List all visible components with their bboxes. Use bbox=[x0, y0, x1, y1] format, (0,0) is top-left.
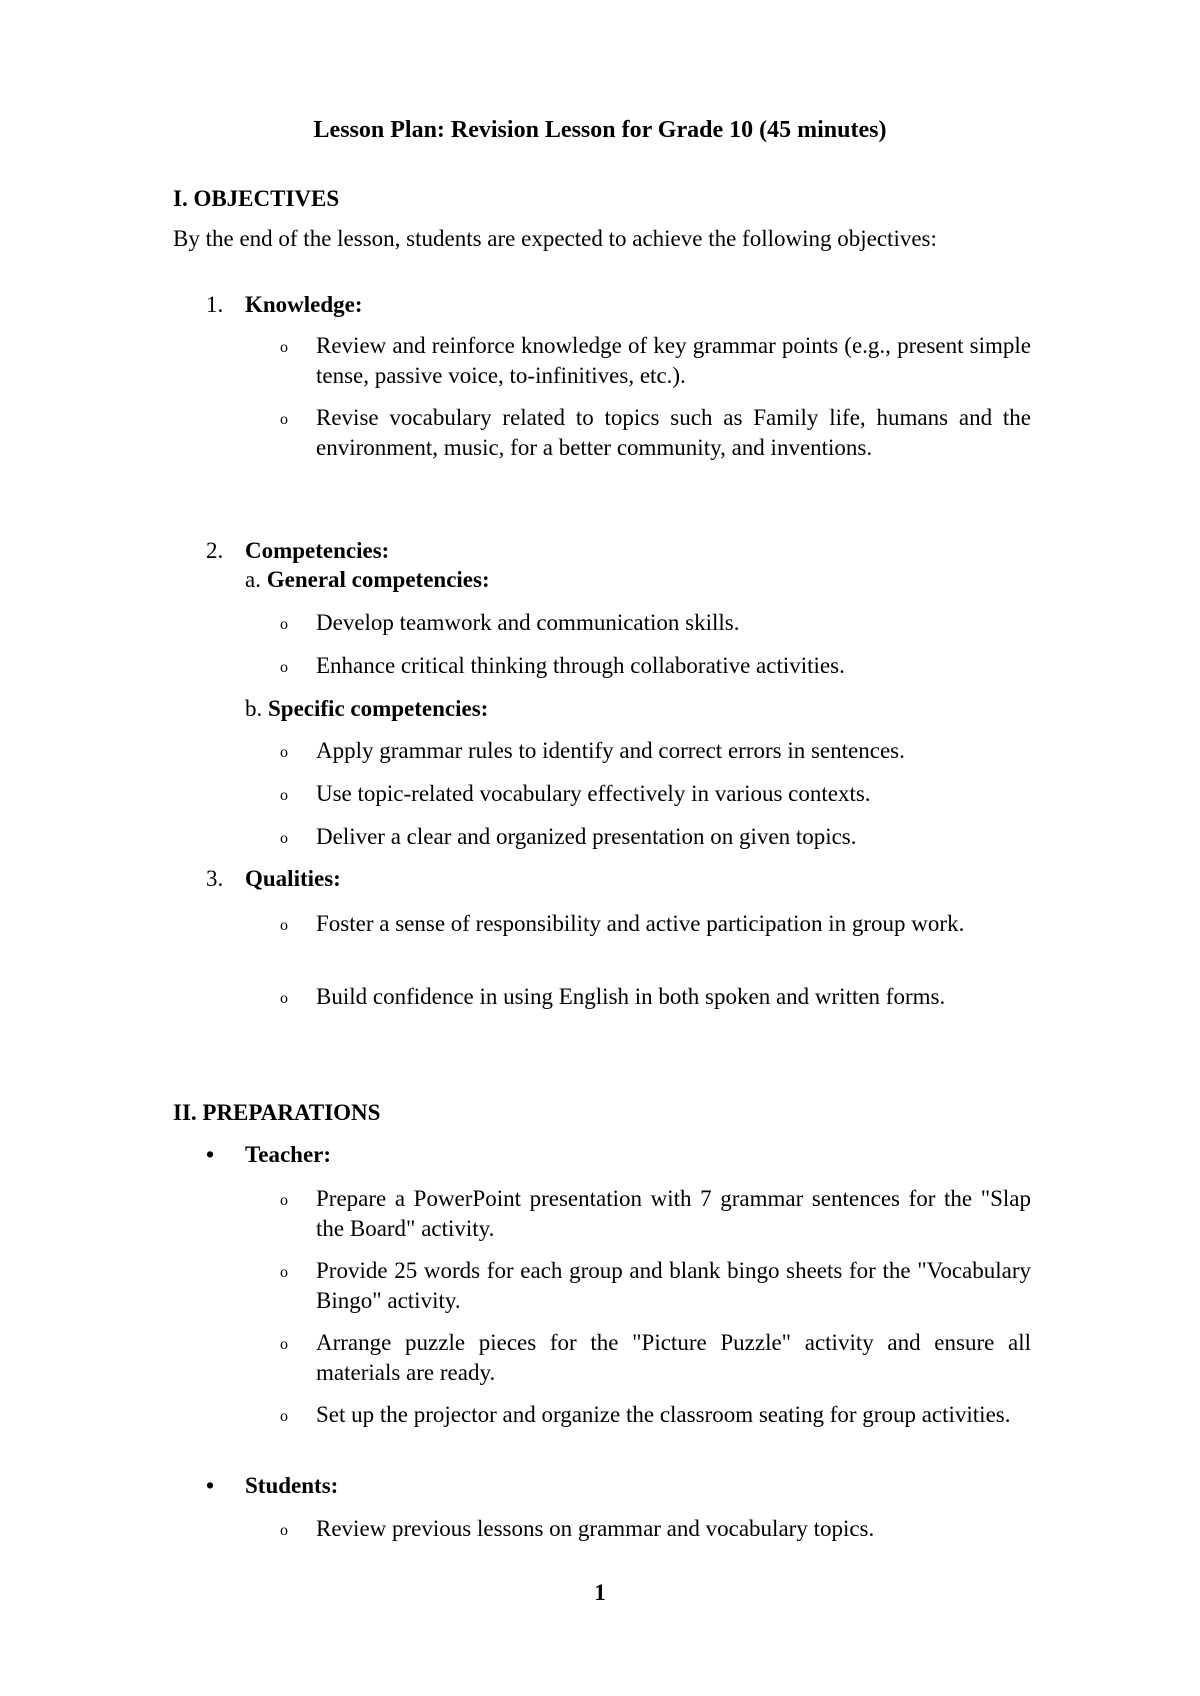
circle-bullet-icon: o bbox=[280, 917, 288, 934]
specific-competencies-label: Specific competencies: bbox=[268, 696, 489, 721]
competencies-label: Competencies: bbox=[245, 538, 390, 563]
competencies-number: 2. bbox=[206, 538, 224, 563]
knowledge-item-text: Revise vocabulary related to topics such as Family life, humans and the environment, music, for a better community, and inventions. bbox=[316, 405, 1031, 460]
knowledge-item-text: Review and reinforce knowledge of key grammar points (e.g., present simple tense, passive voice, to-infinitives, etc.). bbox=[316, 333, 1031, 388]
knowledge-number: 1. bbox=[206, 292, 224, 317]
knowledge-label: Knowledge: bbox=[245, 292, 363, 317]
circle-bullet-icon: o bbox=[280, 990, 288, 1007]
circle-bullet-icon: o bbox=[280, 1192, 288, 1209]
circle-bullet-icon: o bbox=[280, 616, 288, 633]
circle-bullet-icon: o bbox=[280, 659, 288, 676]
disc-bullet-icon: • bbox=[206, 1473, 215, 1498]
circle-bullet-icon: o bbox=[280, 1408, 288, 1425]
circle-bullet-icon: o bbox=[280, 1336, 288, 1353]
specific-competencies-heading bbox=[245, 694, 488, 724]
general-competency-text: Enhance critical thinking through collaborative activities. bbox=[316, 653, 845, 678]
teacher-prep-text: Set up the projector and organize the classroom seating for group activities. bbox=[316, 1402, 1011, 1427]
quality-text: Foster a sense of responsibility and active participation in group work. bbox=[316, 911, 965, 936]
knowledge-item bbox=[206, 290, 363, 320]
circle-bullet-icon: o bbox=[280, 1522, 288, 1539]
qualities-number: 3. bbox=[206, 866, 224, 891]
specific-competencies-letter: b. bbox=[245, 696, 263, 721]
general-competencies-letter: a. bbox=[245, 567, 261, 592]
students-label: Students: bbox=[245, 1473, 339, 1498]
specific-competency-text: Use topic-related vocabulary effectively in various contexts. bbox=[316, 781, 871, 806]
teacher-prep-text: Prepare a PowerPoint presentation with 7 grammar sentences for the "Slap the Board" activity. bbox=[316, 1186, 1031, 1241]
preparations-heading: II. PREPARATIONS bbox=[173, 1100, 381, 1125]
objectives-intro: By the end of the lesson, students are expected to achieve the following objectives: bbox=[173, 226, 937, 251]
students-item bbox=[206, 1471, 338, 1501]
circle-bullet-icon: o bbox=[280, 411, 288, 428]
page-title: Lesson Plan: Revision Lesson for Grade 10 (45 minutes) bbox=[313, 117, 887, 143]
teacher-label: Teacher: bbox=[245, 1142, 332, 1167]
qualities-item bbox=[206, 864, 341, 894]
quality-text: Build confidence in using English in both spoken and written forms. bbox=[316, 984, 946, 1009]
competencies-item bbox=[206, 536, 389, 566]
page-number: 1 bbox=[594, 1580, 606, 1605]
general-competencies-label: General competencies: bbox=[266, 567, 490, 592]
circle-bullet-icon: o bbox=[280, 339, 288, 356]
specific-competency-text: Deliver a clear and organized presentation on given topics. bbox=[316, 824, 857, 849]
qualities-label: Qualities: bbox=[245, 866, 341, 891]
student-prep-text: Review previous lessons on grammar and vocabulary topics. bbox=[316, 1516, 875, 1541]
objectives-heading: I. OBJECTIVES bbox=[173, 186, 340, 211]
circle-bullet-icon: o bbox=[280, 1264, 288, 1281]
specific-competency-text: Apply grammar rules to identify and correct errors in sentences. bbox=[316, 738, 905, 763]
circle-bullet-icon: o bbox=[280, 744, 288, 761]
circle-bullet-icon: o bbox=[280, 830, 288, 847]
circle-bullet-icon: o bbox=[280, 787, 288, 804]
disc-bullet-icon: • bbox=[206, 1142, 215, 1167]
general-competencies-heading bbox=[245, 565, 490, 595]
teacher-item bbox=[206, 1140, 331, 1170]
teacher-prep-text: Provide 25 words for each group and blank bingo sheets for the "Vocabulary Bingo" activity. bbox=[316, 1258, 1031, 1313]
general-competency-text: Develop teamwork and communication skills. bbox=[316, 610, 740, 635]
teacher-prep-text: Arrange puzzle pieces for the "Picture Puzzle" activity and ensure all materials are ready. bbox=[316, 1330, 1031, 1385]
